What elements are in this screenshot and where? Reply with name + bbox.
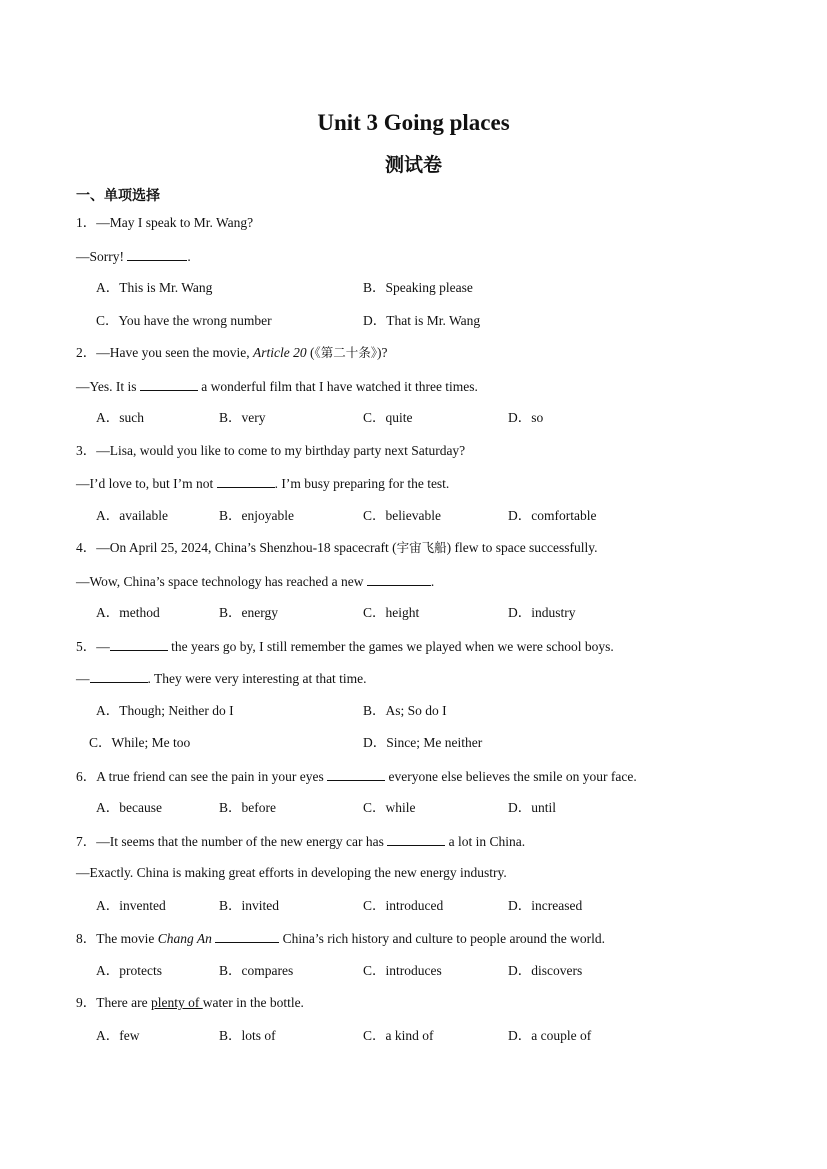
question-3-option-a: A．available (96, 508, 168, 523)
question-6-stem: 6．A true friend can see the pain in your eyes everyone else believes the smile on your face. (76, 766, 637, 787)
answer-blank (367, 571, 431, 586)
question-3-stem: 3．—Lisa, would you like to come to my birthday party next Saturday? (76, 443, 466, 458)
question-7-option-d: D．increased (508, 898, 583, 913)
question-3-option-c: C．believable (363, 508, 441, 523)
answer-blank (327, 766, 385, 781)
question-3-line2: —I’d love to, but I’m not . I’m busy preparing for the test. (76, 473, 449, 494)
question-8-option-d: D．discovers (508, 963, 583, 978)
page-title: Unit 3 Going places (317, 110, 510, 135)
question-9-option-b: B．lots of (219, 1028, 276, 1043)
question-6-option-c: C．while (363, 800, 416, 815)
question-2-option-c: C．quite (363, 410, 413, 425)
question-5-option-a: A．Though; Neither do I (96, 703, 234, 718)
question-2-option-b: B．very (219, 410, 266, 425)
question-2-line2: —Yes. It is a wonderful film that I have watched it three times. (76, 376, 478, 397)
question-1-option-d: D．That is Mr. Wang (363, 313, 481, 328)
question-5-option-b: B．As; So do I (363, 703, 447, 718)
question-4-stem: 4．—On April 25, 2024, China’s Shenzhou-18 spacecraft (宇宙飞船) flew to space successfully. (76, 540, 598, 555)
question-4-option-a: A．method (96, 605, 160, 620)
page-subtitle: 测试卷 (384, 154, 442, 176)
question-4-line2: —Wow, China’s space technology has reached a new . (76, 571, 434, 592)
question-1-option-c: C．You have the wrong number (96, 313, 272, 328)
question-7-option-b: B．invited (219, 898, 279, 913)
question-8-option-c: C．introduces (363, 963, 442, 978)
question-3-option-d: D．comfortable (508, 508, 597, 523)
question-4-option-c: C．height (363, 605, 420, 620)
answer-blank (217, 473, 275, 488)
question-6-option-d: D．until (508, 800, 557, 815)
answer-blank (140, 376, 198, 391)
question-8-option-b: B．compares (219, 963, 294, 978)
question-9-stem: 9．There are plenty of water in the bottle. (76, 995, 304, 1010)
question-4-option-b: B．energy (219, 605, 278, 620)
question-7-stem: 7．—It seems that the number of the new energy car has a lot in China. (76, 831, 525, 852)
question-2-option-d: D．so (508, 410, 544, 425)
section-heading: 一、单项选择 (76, 188, 160, 204)
question-1-option-a: A．This is Mr. Wang (96, 280, 213, 295)
question-7-line2: —Exactly. China is making great efforts in developing the new energy industry. (76, 865, 507, 880)
question-5-option-d: D．Since; Me neither (363, 735, 483, 750)
question-5-line2: — . They were very interesting at that time. (76, 668, 367, 689)
question-7-option-a: A．invented (96, 898, 166, 913)
question-3-option-b: B．enjoyable (219, 508, 294, 523)
answer-blank (127, 246, 187, 261)
answer-blank (90, 668, 148, 683)
question-8-stem: 8．The movie Chang An China’s rich history and culture to people around the world. (76, 928, 605, 949)
answer-blank (110, 636, 168, 651)
question-5-stem: 5．— the years go by, I still remember the games we played when we were school boys. (76, 636, 614, 657)
question-7-option-c: C．introduced (363, 898, 444, 913)
question-9-option-a: A．few (96, 1028, 140, 1043)
question-4-option-d: D．industry (508, 605, 576, 620)
underlined-phrase: plenty of (150, 995, 203, 1010)
question-1-option-b: B．Speaking please (363, 280, 473, 295)
question-1-line2: —Sorry! . (76, 246, 191, 267)
question-6-option-a: A．because (96, 800, 162, 815)
answer-blank (215, 928, 279, 943)
question-2-stem: 2．—Have you seen the movie, Article 20 (《第二十条》)? (76, 345, 388, 360)
question-6-option-b: B．before (219, 800, 276, 815)
question-2-option-a: A．such (96, 410, 144, 425)
question-9-option-c: C．a kind of (363, 1028, 434, 1043)
question-1-stem: 1．—May I speak to Mr. Wang? (76, 215, 254, 230)
question-8-option-a: A．protects (96, 963, 162, 978)
answer-blank (387, 831, 445, 846)
question-5-option-c: C．While; Me too (89, 735, 191, 750)
question-9-option-d: D．a couple of (508, 1028, 592, 1043)
